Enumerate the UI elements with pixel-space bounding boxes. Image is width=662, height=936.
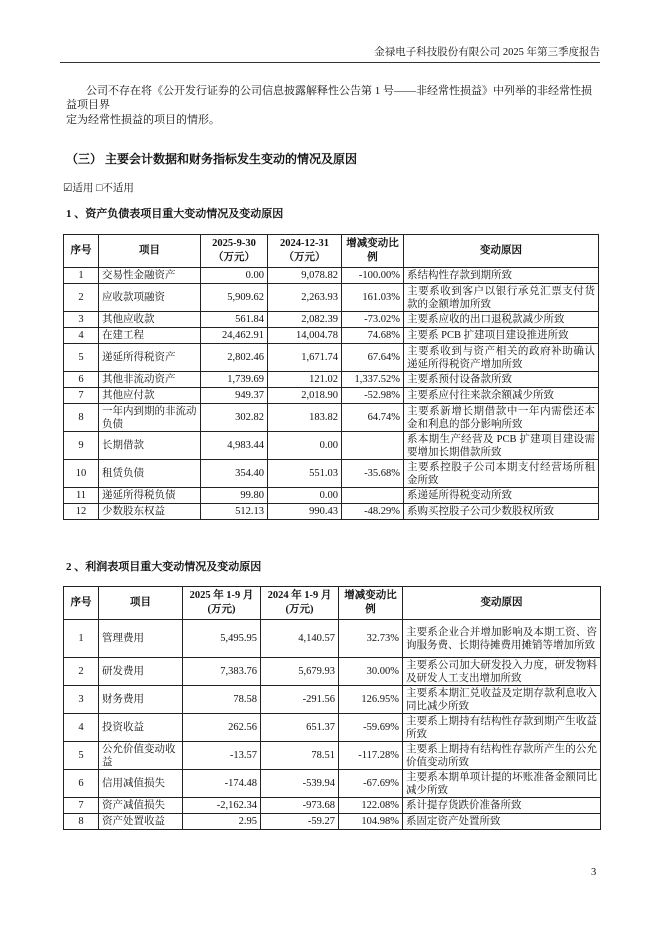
table-row — [64, 372, 599, 388]
change-ratio-cell: 122.08% — [339, 798, 403, 814]
table-header-row — [64, 587, 601, 620]
table-row — [64, 770, 601, 798]
table-header-row — [64, 235, 599, 268]
current-value-cell: 302.82 — [201, 404, 268, 432]
prior-value-cell: 1,671.74 — [268, 344, 342, 372]
table-row — [64, 814, 601, 830]
row-index-cell: 7 — [64, 798, 99, 814]
row-index-cell: 1 — [64, 620, 99, 658]
change-ratio-cell: -48.29% — [342, 504, 404, 520]
change-reason-cell: 主要系企业合并增加影响及本期工资、咨询服务费、长期待摊费用摊销等增加所致 — [403, 620, 601, 658]
current-value-cell: 2.95 — [183, 814, 261, 830]
item-name-cell: 应收款项融资 — [99, 284, 201, 312]
table-row — [64, 658, 601, 686]
prior-value-cell: -539.94 — [261, 770, 339, 798]
table-row — [64, 268, 599, 284]
header-cell: 序号 — [64, 235, 99, 268]
row-index-cell: 3 — [64, 312, 99, 328]
table-row — [64, 312, 599, 328]
current-value-cell: 5,909.62 — [201, 284, 268, 312]
change-reason-cell: 系结构性存款到期所致 — [404, 268, 599, 284]
change-reason-cell: 主要系新增长期借款中一年内需偿还本金和利息的部分影响所致 — [404, 404, 599, 432]
row-index-cell: 3 — [64, 686, 99, 714]
table-row — [64, 686, 601, 714]
prior-value-cell: 0.00 — [268, 432, 342, 460]
row-index-cell: 8 — [64, 404, 99, 432]
balance-sheet-title: 1 、资产负债表项目重大变动情况及变动原因 — [66, 208, 284, 220]
current-value-cell: 0.00 — [201, 268, 268, 284]
row-index-cell: 4 — [64, 714, 99, 742]
change-ratio-cell: -35.68% — [342, 460, 404, 488]
prior-value-cell: 2,263.93 — [268, 284, 342, 312]
current-value-cell: 78.58 — [183, 686, 261, 714]
table-row — [64, 488, 599, 504]
change-ratio-cell: -117.28% — [339, 742, 403, 770]
row-index-cell: 2 — [64, 658, 99, 686]
item-name-cell: 递延所得税资产 — [99, 344, 201, 372]
current-value-cell: -174.48 — [183, 770, 261, 798]
table-row — [64, 432, 599, 460]
current-value-cell: 7,383.76 — [183, 658, 261, 686]
prior-value-cell: -973.68 — [261, 798, 339, 814]
change-reason-cell: 系购买控股子公司少数股权所致 — [404, 504, 599, 520]
change-ratio-cell: 104.98% — [339, 814, 403, 830]
change-reason-cell: 主要系控股子公司本期支付经营场所租金所致 — [404, 460, 599, 488]
item-name-cell: 公允价值变动收益 — [99, 742, 183, 770]
item-name-cell: 管理费用 — [99, 620, 183, 658]
header-cell: 增减变动比例 — [339, 587, 403, 620]
section-title: （三） 主要会计数据和财务指标发生变动的情况及原因 — [66, 152, 358, 166]
change-reason-cell: 主要系上期持有结构性存款所产生的公允价值变动所致 — [403, 742, 601, 770]
change-ratio-cell: -52.98% — [342, 388, 404, 404]
prior-value-cell: -291.56 — [261, 686, 339, 714]
change-ratio-cell: 67.64% — [342, 344, 404, 372]
current-value-cell: 262.56 — [183, 714, 261, 742]
item-name-cell: 一年内到期的非流动负债 — [99, 404, 201, 432]
header-cell: 2025 年 1-9 月(万元) — [183, 587, 261, 620]
table-row — [64, 504, 599, 520]
change-ratio-cell: -100.00% — [342, 268, 404, 284]
item-name-cell: 交易性金融资产 — [99, 268, 201, 284]
row-index-cell: 11 — [64, 488, 99, 504]
header-cell: 2024 年 1-9 月(万元) — [261, 587, 339, 620]
prior-value-cell: 2,018.90 — [268, 388, 342, 404]
change-reason-cell: 系递延所得税变动所致 — [404, 488, 599, 504]
prior-value-cell: 183.82 — [268, 404, 342, 432]
prior-value-cell: 14,004.78 — [268, 328, 342, 344]
change-reason-cell: 主要系预付设备款所致 — [404, 372, 599, 388]
prior-value-cell: 2,082.39 — [268, 312, 342, 328]
income-statement-title: 2 、利润表项目重大变动情况及变动原因 — [66, 561, 262, 573]
header-cell: 2025-9-30（万元） — [201, 235, 268, 268]
change-reason-cell: 系计提存货跌价准备所致 — [403, 798, 601, 814]
change-reason-cell: 主要系公司加大研发投入力度，研发物料及研发人工支出增加所致 — [403, 658, 601, 686]
current-value-cell: 99.80 — [201, 488, 268, 504]
item-name-cell: 信用减值损失 — [99, 770, 183, 798]
change-ratio-cell: 64.74% — [342, 404, 404, 432]
change-ratio-cell: -73.02% — [342, 312, 404, 328]
row-index-cell: 1 — [64, 268, 99, 284]
row-index-cell: 7 — [64, 388, 99, 404]
prior-value-cell: 5,679.93 — [261, 658, 339, 686]
current-value-cell: 354.40 — [201, 460, 268, 488]
current-value-cell: -13.57 — [183, 742, 261, 770]
applicability-options — [63, 180, 134, 195]
prior-value-cell: 4,140.57 — [261, 620, 339, 658]
change-ratio-cell: 30.00% — [339, 658, 403, 686]
change-reason-cell: 主要系上期持有结构性存款到期产生收益所致 — [403, 714, 601, 742]
not-applies-label: 不适用 — [102, 183, 134, 194]
unchecked-box-icon[interactable]: □ — [96, 183, 103, 194]
row-index-cell: 8 — [64, 814, 99, 830]
item-name-cell: 在建工程 — [99, 328, 201, 344]
item-name-cell: 其他应收款 — [99, 312, 201, 328]
prior-value-cell: 551.03 — [268, 460, 342, 488]
table-row — [64, 328, 599, 344]
current-value-cell: 4,983.44 — [201, 432, 268, 460]
table-row — [64, 284, 599, 312]
row-index-cell: 9 — [64, 432, 99, 460]
header-cell: 2024-12-31（万元） — [268, 235, 342, 268]
report-header: 金禄电子科技股份有限公司 2025 年第三季度报告 — [374, 47, 600, 58]
header-cell: 项目 — [99, 587, 183, 620]
table-row — [64, 742, 601, 770]
change-ratio-cell: 1,337.52% — [342, 372, 404, 388]
change-reason-cell: 主要系本期汇兑收益及定期存款利息收入同比减少所致 — [403, 686, 601, 714]
applies-label: 适用 — [72, 183, 94, 194]
header-cell: 增减变动比例 — [342, 235, 404, 268]
item-name-cell: 研发费用 — [99, 658, 183, 686]
header-cell: 变动原因 — [403, 587, 601, 620]
item-name-cell: 其他非流动资产 — [99, 372, 201, 388]
change-reason-cell: 系固定资产处置所致 — [403, 814, 601, 830]
header-cell: 序号 — [64, 587, 99, 620]
prior-value-cell: -59.27 — [261, 814, 339, 830]
row-index-cell: 6 — [64, 770, 99, 798]
table-row — [64, 620, 601, 658]
change-reason-cell: 系本期生产经营及 PCB 扩建项目建设需要增加长期借款所致 — [404, 432, 599, 460]
header-divider — [60, 62, 600, 63]
income-statement-table — [63, 586, 601, 830]
row-index-cell: 5 — [64, 742, 99, 770]
table-row — [64, 460, 599, 488]
item-name-cell: 资产减值损失 — [99, 798, 183, 814]
table-row — [64, 714, 601, 742]
prior-value-cell: 78.51 — [261, 742, 339, 770]
current-value-cell: -2,162.34 — [183, 798, 261, 814]
item-name-cell: 投资收益 — [99, 714, 183, 742]
row-index-cell: 12 — [64, 504, 99, 520]
current-value-cell: 5,495.95 — [183, 620, 261, 658]
balance-sheet-table — [63, 234, 599, 520]
change-reason-cell: 主要系本期单项计提的坏账准备金额同比减少所致 — [403, 770, 601, 798]
table-row — [64, 344, 599, 372]
current-value-cell: 512.13 — [201, 504, 268, 520]
row-index-cell: 5 — [64, 344, 99, 372]
change-ratio-cell: 74.68% — [342, 328, 404, 344]
intro-line-2: 定为经常性损益的项目的情形。 — [66, 114, 220, 126]
prior-value-cell: 121.02 — [268, 372, 342, 388]
row-index-cell: 2 — [64, 284, 99, 312]
table-row — [64, 388, 599, 404]
change-ratio-cell: 32.73% — [339, 620, 403, 658]
current-value-cell: 2,802.46 — [201, 344, 268, 372]
change-ratio-cell: -67.69% — [339, 770, 403, 798]
current-value-cell: 24,462.91 — [201, 328, 268, 344]
item-name-cell: 资产处置收益 — [99, 814, 183, 830]
change-ratio-cell: 126.95% — [339, 686, 403, 714]
page-number: 3 — [591, 867, 597, 878]
prior-value-cell: 651.37 — [261, 714, 339, 742]
change-ratio-cell: -59.69% — [339, 714, 403, 742]
current-value-cell: 949.37 — [201, 388, 268, 404]
change-reason-cell: 主要系收到与资产相关的政府补助确认递延所得税资产增加所致 — [404, 344, 599, 372]
table-row — [64, 404, 599, 432]
intro-line-1: 公司不存在将《公开发行证券的公司信息披露解释性公告第 1 号——非经常性损益》中列举的非经常性损益项目界 — [66, 85, 592, 111]
row-index-cell: 6 — [64, 372, 99, 388]
checked-box-icon[interactable]: ☑ — [63, 183, 73, 194]
prior-value-cell: 9,078.82 — [268, 268, 342, 284]
header-cell: 变动原因 — [404, 235, 599, 268]
change-reason-cell: 主要系应付往来款余额减少所致 — [404, 388, 599, 404]
current-value-cell: 561.84 — [201, 312, 268, 328]
prior-value-cell: 0.00 — [268, 488, 342, 504]
item-name-cell: 少数股东权益 — [99, 504, 201, 520]
header-cell: 项目 — [99, 235, 201, 268]
item-name-cell: 租赁负债 — [99, 460, 201, 488]
change-ratio-cell — [342, 488, 404, 504]
item-name-cell: 长期借款 — [99, 432, 201, 460]
row-index-cell: 10 — [64, 460, 99, 488]
change-reason-cell: 主要系 PCB 扩建项目建设推进所致 — [404, 328, 599, 344]
prior-value-cell: 990.43 — [268, 504, 342, 520]
current-value-cell: 1,739.69 — [201, 372, 268, 388]
change-ratio-cell — [342, 432, 404, 460]
row-index-cell: 4 — [64, 328, 99, 344]
change-reason-cell: 主要系应收的出口退税款减少所致 — [404, 312, 599, 328]
change-reason-cell: 主要系收到客户以银行承兑汇票支付货款的金额增加所致 — [404, 284, 599, 312]
item-name-cell: 递延所得税负债 — [99, 488, 201, 504]
item-name-cell: 财务费用 — [99, 686, 183, 714]
item-name-cell: 其他应付款 — [99, 388, 201, 404]
change-ratio-cell: 161.03% — [342, 284, 404, 312]
table-row — [64, 798, 601, 814]
